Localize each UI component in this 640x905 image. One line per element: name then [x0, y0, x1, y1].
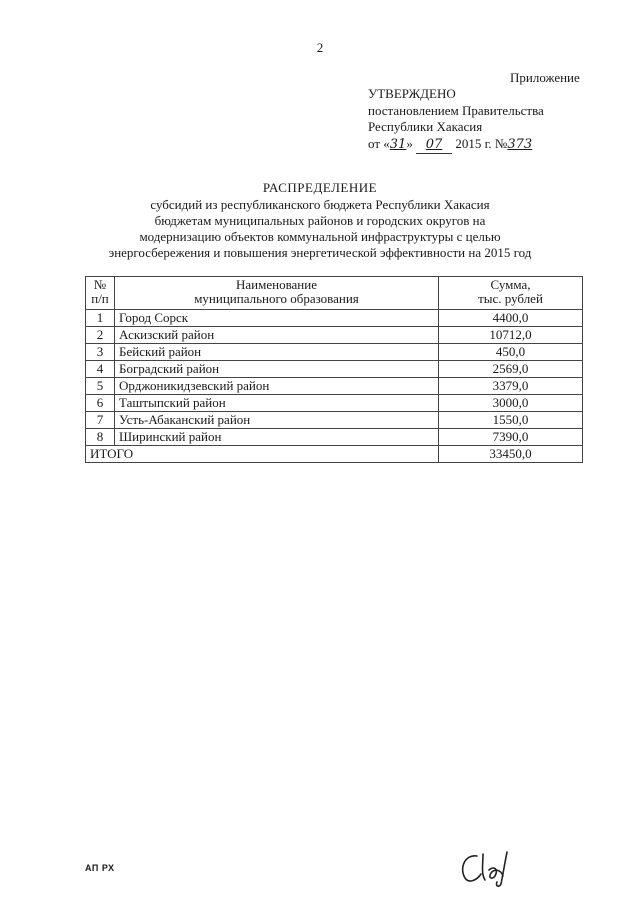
- handwritten-day: 31: [389, 136, 407, 152]
- total-label: ИТОГО: [86, 446, 439, 463]
- municipality-name: Бейский район: [115, 344, 439, 361]
- table-row: [86, 361, 583, 378]
- document-title: РАСПРЕДЕЛЕНИЕ: [262, 180, 378, 195]
- table-row: [86, 378, 583, 395]
- table-header-row: [86, 277, 583, 310]
- month-field: [416, 136, 452, 155]
- row-number: 2: [86, 327, 115, 344]
- row-number: 5: [86, 378, 115, 395]
- header-text: п/п: [91, 291, 109, 306]
- total-amount: 33450,0: [439, 446, 583, 463]
- subsidy-amount: 2569,0: [439, 361, 583, 378]
- municipality-name: Ширинский район: [115, 429, 439, 446]
- table-row: [86, 412, 583, 429]
- handwritten-month: 07: [425, 136, 443, 152]
- column-header-amount: [439, 277, 583, 310]
- municipality-name: Город Сорск: [115, 310, 439, 327]
- resolution-label: постановлением Правительства: [368, 102, 544, 118]
- row-number: 4: [86, 361, 115, 378]
- column-header-num: [86, 277, 115, 310]
- row-number: 3: [86, 344, 115, 361]
- subsidy-amount: 4400,0: [439, 310, 583, 327]
- table-row: [86, 429, 583, 446]
- appendix-label: Приложение: [510, 70, 580, 85]
- row-number: 1: [86, 310, 115, 327]
- approval-block: [368, 70, 580, 154]
- row-number: 7: [86, 412, 115, 429]
- subsidy-amount: 450,0: [439, 344, 583, 361]
- municipality-name: Орджоникидзевский район: [115, 378, 439, 395]
- header-text: Наименование: [236, 277, 317, 292]
- date-prefix: от «: [368, 135, 390, 151]
- approved-label: УТВЕРЖДЕНО: [368, 86, 456, 101]
- table-row: [86, 327, 583, 344]
- municipality-name: Таштыпский район: [115, 395, 439, 412]
- column-header-name: [115, 277, 439, 310]
- subsidy-amount: 10712,0: [439, 327, 583, 344]
- table-row: [86, 310, 583, 327]
- date-mid: »: [406, 135, 413, 151]
- distribution-table: [85, 276, 583, 463]
- header-text: №: [93, 277, 107, 292]
- heading-line: субсидий из республиканского бюджета Республики Хакасия: [150, 197, 490, 212]
- table-row: [86, 344, 583, 361]
- republic-label: Республики Хакасия: [368, 119, 483, 134]
- municipality-name: Боградский район: [115, 361, 439, 378]
- footer-code: АП РХ: [85, 863, 115, 873]
- handwritten-number: 373: [507, 136, 533, 152]
- subsidy-amount: 3379,0: [439, 378, 583, 395]
- row-number: 6: [86, 395, 115, 412]
- heading-line: энергосбережения и повышения энергетической эффективности на 2015 год: [108, 245, 532, 260]
- municipality-name: Аскизский район: [115, 327, 439, 344]
- header-text: муниципального образования: [194, 291, 359, 306]
- header-text: тыс. рублей: [478, 291, 543, 306]
- page-number: 2: [316, 40, 324, 55]
- subsidy-amount: 3000,0: [439, 395, 583, 412]
- table-row: [86, 395, 583, 412]
- document-heading: [0, 180, 640, 261]
- approval-date-line: [368, 136, 544, 155]
- subsidy-amount: 7390,0: [439, 429, 583, 446]
- heading-line: модернизацию объектов коммунальной инфраструктуры с целью: [139, 229, 501, 244]
- subsidy-amount: 1550,0: [439, 412, 583, 429]
- heading-line: бюджетам муниципальных районов и городских округов на: [154, 213, 486, 228]
- header-text: Сумма,: [490, 277, 531, 292]
- municipality-name: Усть-Абаканский район: [115, 412, 439, 429]
- row-number: 8: [86, 429, 115, 446]
- signature-mark: [455, 848, 525, 888]
- year-label: 2015 г. №: [455, 135, 508, 151]
- table-total-row: [86, 446, 583, 463]
